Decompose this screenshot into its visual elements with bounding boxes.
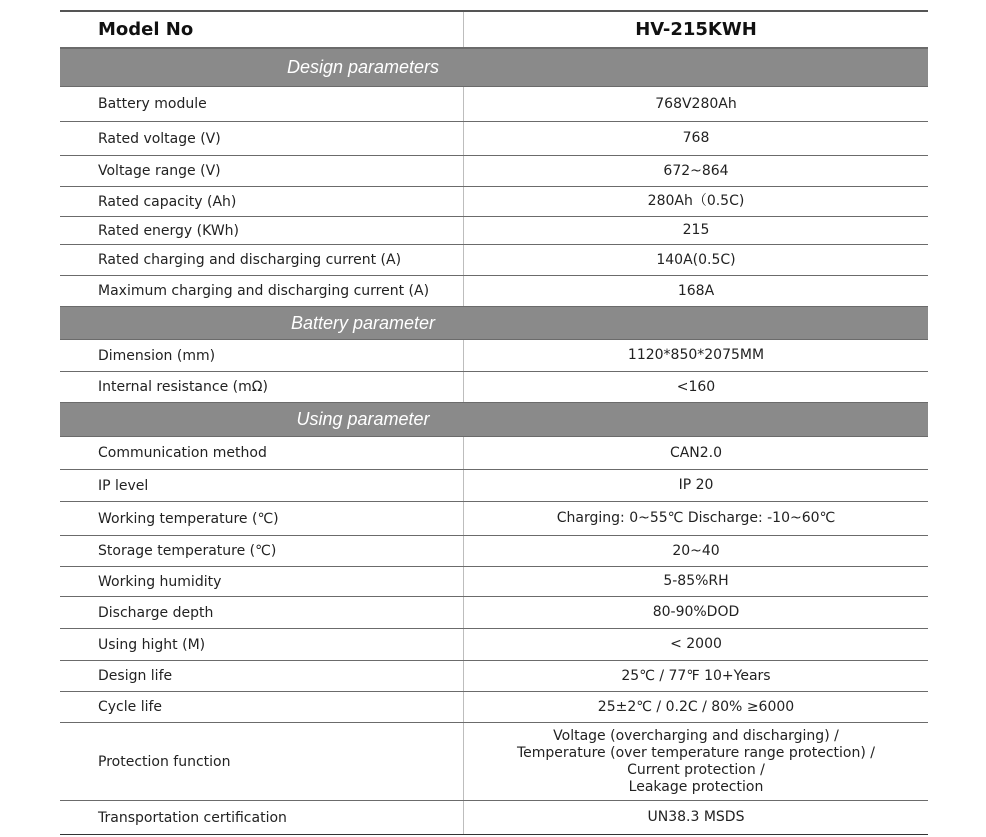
spec-row [60,501,928,535]
spec-label: Storage temperature (℃) [60,536,464,566]
spec-value: 80-90%DOD [652,604,740,620]
spec-row [60,339,928,371]
spec-label: Battery module [60,87,464,121]
section-header [60,402,928,436]
spec-row [60,121,928,155]
spec-label: Rated charging and discharging current (A) [60,245,464,275]
spec-label: Dimension (mm) [60,340,464,371]
spec-row [60,722,928,800]
spec-row [60,566,928,596]
section-header [60,306,928,339]
section-title: Battery parameter [290,312,436,333]
model-header-row [60,12,928,48]
spec-value: 25℃ / 77℉ 10+Years [621,667,771,684]
spec-value [464,723,928,800]
spec-value: 280Ah（0.5C) [647,193,745,209]
spec-value-lines [517,728,875,796]
spec-value: 20~40 [672,542,720,559]
spec-value: <160 [676,378,716,395]
spec-value: 1120*850*2075MM [627,347,765,363]
spec-row [60,155,928,186]
spec-label: IP level [60,470,464,501]
spec-row [60,596,928,628]
section-header [60,48,928,86]
spec-value-line: Voltage (overcharging and discharging) / [553,727,839,744]
section-title: Using parameter [296,409,430,429]
spec-value: 768V280Ah [655,95,737,112]
model-no-value: HV-215KWH [635,19,757,40]
spec-value: CAN2.0 [669,444,723,461]
spec-value: IP 20 [678,477,714,493]
spec-table [60,10,928,835]
spec-value-line: Temperature (over temperature range protection) / [516,744,876,761]
spec-value: 672~864 [663,162,729,179]
spec-row [60,660,928,691]
spec-row [60,628,928,660]
spec-row [60,800,928,834]
spec-row [60,371,928,402]
spec-label: Rated capacity (Ah) [60,187,464,216]
model-no-label: Model No [60,12,464,47]
spec-value: < 2000 [670,636,722,652]
spec-label: Discharge depth [60,597,464,628]
spec-value: 140A(0.5C) [656,251,736,268]
spec-value: 5-85%RH [663,573,729,589]
spec-label: Voltage range (V) [60,156,464,186]
spec-row [60,275,928,306]
spec-row [60,86,928,121]
spec-row [60,186,928,216]
spec-value: Charging: 0~55℃ Discharge: -10~60℃ [556,510,836,526]
spec-row [60,244,928,275]
spec-row [60,469,928,501]
spec-label: Working humidity [60,567,464,596]
spec-label: Using hight (M) [60,629,464,660]
spec-value-line: Leakage protection [628,778,764,795]
spec-value: 25±2℃ / 0.2C / 80% ≥6000 [597,698,795,715]
spec-row [60,436,928,469]
spec-value: 215 [682,222,710,238]
spec-value: 768 [682,130,710,146]
spec-row [60,216,928,244]
spec-label: Transportation certification [60,801,464,834]
spec-value-line: Current protection / [627,761,765,778]
spec-label: Internal resistance (mΩ) [60,372,464,402]
spec-row [60,691,928,722]
spec-value: 168A [677,282,715,299]
spec-label: Working temperature (℃) [60,502,464,535]
spec-value: UN38.3 MSDS [647,809,745,825]
section-title: Design parameters [286,57,440,77]
spec-label: Maximum charging and discharging current (A) [60,276,464,306]
spec-label: Communication method [60,437,464,469]
spec-label: Design life [60,661,464,691]
spec-label: Rated energy (KWh) [60,217,464,244]
spec-label: Rated voltage (V) [60,122,464,155]
spec-label: Protection function [60,723,464,800]
spec-label: Cycle life [60,692,464,722]
spec-row [60,535,928,566]
